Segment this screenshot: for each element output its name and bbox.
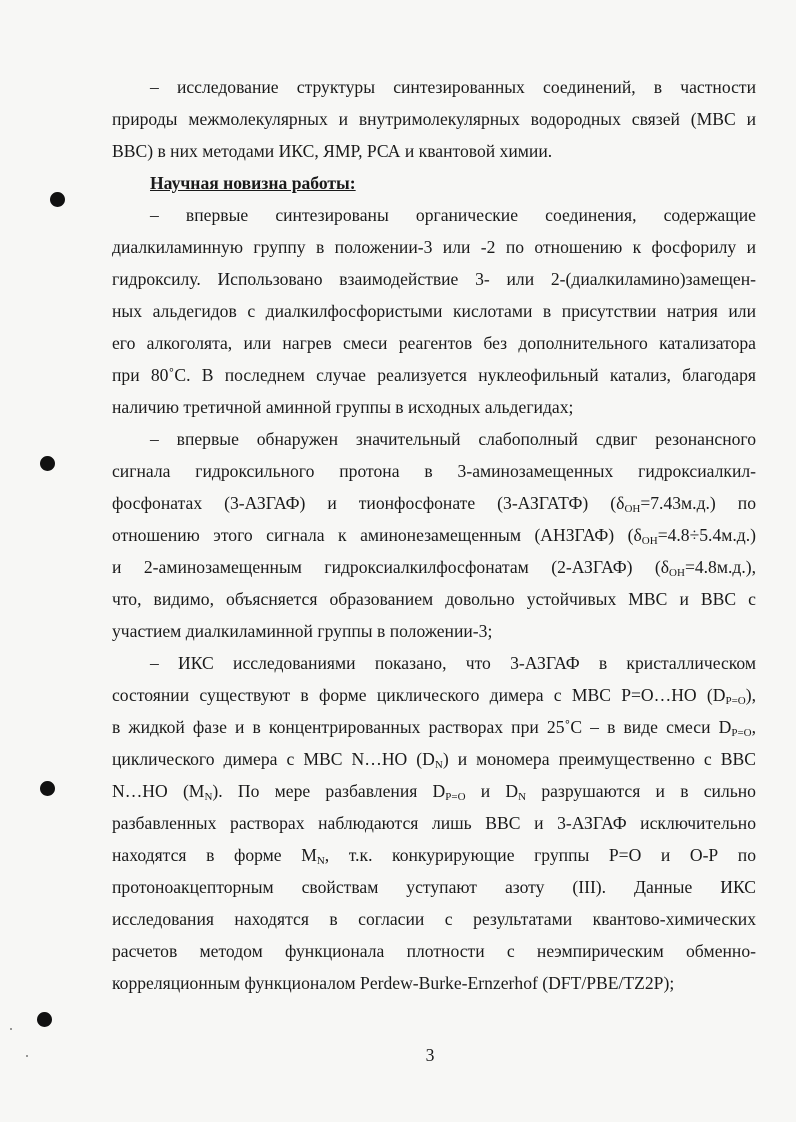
paragraph-line: N…НО $(M_N)$. По мере разбавления $D_{P=O}$ и $D_N$ разрушаются и в сильно: [112, 781, 756, 803]
paragraph-line: исследования находятся в согласии с результатами квантово-химических: [112, 909, 756, 929]
paragraph-line: корреляционным функционалом Perdew-Burke-Ernzerhof (DFT/PBE/TZ2P);: [112, 973, 675, 993]
paragraph-line: – впервые синтезированы органические соединения, содержащие: [150, 205, 756, 225]
paragraph-line: что, видимо, объясняется образованием довольно устойчивых МВС и ВВС с: [112, 589, 756, 609]
paragraph-line: при 80˚С. В последнем случае реализуется нуклеофильный катализ, благодаря: [112, 365, 756, 385]
intro-line: ВВС) в них методами ИКС, ЯМР, РСА и квантовой химии.: [112, 141, 553, 161]
intro-line: – исследование структуры синтезированных соединений, в частности: [150, 77, 756, 97]
intro-line: природы межмолекулярных и внутримолекулярных водородных связей (МВС и: [112, 109, 756, 129]
paragraph-line: состоянии существуют в форме циклического димера с МВС Р=О…НО $(D_{P=O})$,: [112, 685, 756, 707]
paragraph-line: сигнала гидроксильного протона в 3-аминозамещенных гидроксиалкил-: [112, 461, 756, 481]
paragraph-line: участием диалкиламинной группы в положении-3;: [112, 621, 493, 641]
section-heading: Научная новизна работы:: [150, 173, 356, 193]
paragraph-line: диалкиламинную группу в положении-3 или -2 по отношению к фосфорилу и: [112, 237, 756, 257]
paragraph-line: отношению этого сигнала к аминонезамещенным (АНЗГАФ) $(\delta_{OH}=4.8\div 5.4м.д.)$: [112, 525, 756, 547]
paragraph-line: ных альдегидов с диалкилфосфористыми кислотами в присутствии натрия или: [112, 301, 756, 321]
paragraph-line: наличию третичной аминной группы в исходных альдегидах;: [112, 397, 574, 417]
paragraph-line: циклического димера с МВС N…НО $(D_N)$ и мономера преимущественно с ВВС: [112, 749, 756, 771]
paragraph-line: расчетов методом функционала плотности с неэмпирическим обменно-: [112, 941, 756, 961]
scan-speck: [10, 1028, 12, 1030]
binder-hole-mark: [37, 1012, 52, 1027]
binder-hole-mark: [50, 192, 65, 207]
binder-hole-mark: [40, 456, 55, 471]
paragraph-line: и 2-аминозамещенным гидроксиалкилфосфонатам (2-АЗГАФ) $(\delta_{OH}=4.8м.д.)$,: [112, 557, 756, 579]
scan-speck: [26, 1055, 28, 1057]
paragraph-line: – ИКС исследованиями показано, что 3-АЗГАФ в кристаллическом: [150, 653, 756, 673]
paragraph-line: его алкоголята, или нагрев смеси реагентов без дополнительного катализатора: [112, 333, 756, 353]
page-number: 3: [425, 1045, 435, 1065]
paragraph-line: находятся в форме $M_N$, т.к. конкурирующие группы Р=О и О-Р по: [112, 845, 757, 867]
paragraph-line: разбавленных растворах наблюдаются лишь ВВС и 3-АЗГАФ исключительно: [112, 813, 756, 833]
paragraph-line: протоноакцепторным свойствам уступают азоту (III). Данные ИКС: [112, 877, 756, 897]
paragraph-line: – впервые обнаружен значительный слабополный сдвиг резонансного: [150, 429, 756, 449]
paragraph-line: в жидкой фазе и в концентрированных растворах при 25˚С – в виде смеси $D_{P=O}$,: [112, 717, 756, 739]
binder-hole-mark: [40, 781, 55, 796]
paragraph-line: гидроксилу. Использовано взаимодействие 3- или 2-(диалкиламино)замещен-: [112, 269, 756, 289]
paragraph-line: фосфонатах (3-АЗГАФ) и тионфосфонате (3-АЗГАТФ) $(\delta_{OH}=7.43м.д.)$ по: [112, 493, 756, 515]
